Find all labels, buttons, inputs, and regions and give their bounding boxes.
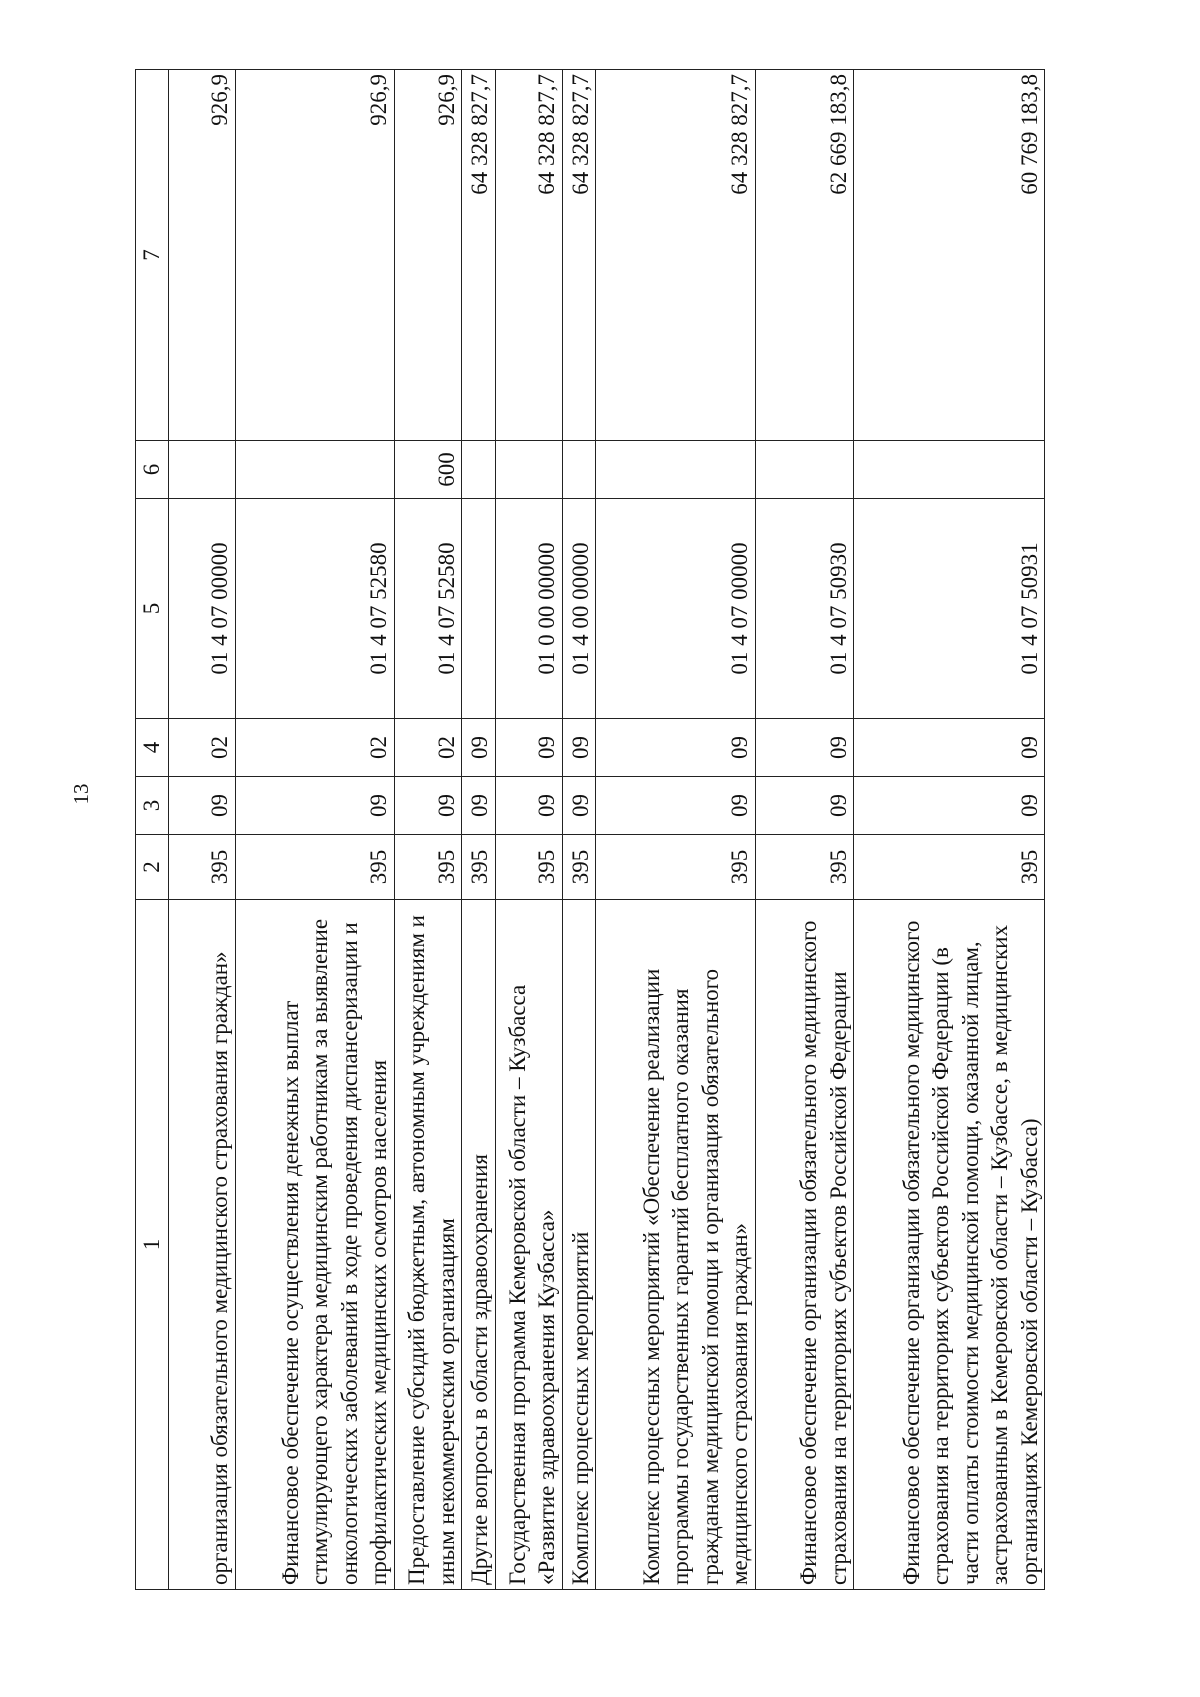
cell-admin-code: 395 [854,835,1045,900]
table-row [562,70,596,1590]
cell-admin-code: 395 [394,835,461,900]
cell-section: 09 [755,777,854,835]
cell-admin-code: 395 [235,835,394,900]
cell-admin-code: 395 [755,835,854,900]
cell-expense-type: 600 [394,441,461,499]
cell-target-article: 01 4 00 00000 [562,499,596,719]
cell-expense-type [495,441,562,499]
budget-table [135,69,1045,1590]
cell-subsection: 09 [562,719,596,777]
cell-target-article: 01 4 07 00000 [596,499,755,719]
cell-target-article: 01 4 07 52580 [235,499,394,719]
cell-admin-code: 395 [168,835,235,900]
cell-section: 09 [235,777,394,835]
column-header: 5 [136,499,169,719]
cell-expense-type [235,441,394,499]
row-name: Предоставление субсидий бюджетным, автономным учреждениям и иным некоммерческим организациям [394,900,461,1590]
row-name: Комплекс процессных мероприятий [562,900,596,1590]
cell-section: 09 [462,777,496,835]
cell-amount: 64 328 827,7 [596,70,755,441]
row-name: Финансовое обеспечение организации обязательного медицинского страхования на территориях субъектов Российской Федерации (в части оплаты стоимости медицинской помощи, оказанной лицам, застрахованным в Кемеровской области – Кузбассе, в медицинских организациях Кемеровской области – Кузбасса) [854,900,1045,1590]
column-header: 3 [136,777,169,835]
table-row [854,70,1045,1590]
cell-admin-code: 395 [495,835,562,900]
cell-expense-type [596,441,755,499]
cell-amount: 64 328 827,7 [562,70,596,441]
cell-target-article: 01 4 07 50930 [755,499,854,719]
column-header: 6 [136,441,169,499]
cell-subsection: 09 [596,719,755,777]
cell-admin-code: 395 [462,835,496,900]
table-row [235,70,394,1590]
cell-expense-type [854,441,1045,499]
cell-admin-code: 395 [596,835,755,900]
cell-target-article: 01 4 07 52580 [394,499,461,719]
cell-subsection: 09 [755,719,854,777]
cell-subsection: 02 [235,719,394,777]
row-name: Другие вопросы в области здравоохранения [462,900,496,1590]
table-row [394,70,461,1590]
cell-section: 09 [596,777,755,835]
cell-target-article: 01 0 00 00000 [495,499,562,719]
row-name: Финансовое обеспечение организации обязательного медицинского страхования на территориях субъектов Российской Федерации [755,900,854,1590]
cell-amount: 926,9 [168,70,235,441]
row-name: Государственная программа Кемеровской области – Кузбасса «Развитие здравоохранения Кузбасса» [495,900,562,1590]
cell-expense-type [562,441,596,499]
cell-admin-code: 395 [562,835,596,900]
cell-section: 09 [168,777,235,835]
cell-expense-type [168,441,235,499]
cell-section: 09 [854,777,1045,835]
cell-amount: 926,9 [394,70,461,441]
page-number: 13 [69,783,93,805]
cell-expense-type [462,441,496,499]
table-row [495,70,562,1590]
cell-amount: 926,9 [235,70,394,441]
cell-subsection: 09 [495,719,562,777]
budget-table-rotated [135,70,1045,1590]
cell-section: 09 [562,777,596,835]
cell-expense-type [755,441,854,499]
table-header-row [136,70,169,1590]
cell-subsection: 09 [854,719,1045,777]
column-header: 7 [136,70,169,441]
cell-amount: 62 669 183,8 [755,70,854,441]
cell-amount: 64 328 827,7 [462,70,496,441]
cell-section: 09 [495,777,562,835]
column-header: 1 [136,900,169,1590]
table-row [462,70,496,1590]
cell-section: 09 [394,777,461,835]
cell-amount: 64 328 827,7 [495,70,562,441]
cell-target-article: 01 4 07 00000 [168,499,235,719]
column-header: 2 [136,835,169,900]
row-name: Финансовое обеспечение осуществления денежных выплат стимулирующего характера медицинским работникам за выявление онкологических заболеваний в ходе проведения диспансеризации и профилактических медицинских осмотров населения [235,900,394,1590]
cell-subsection: 09 [462,719,496,777]
table-row [168,70,235,1590]
cell-target-article [462,499,496,719]
table-row [755,70,854,1590]
row-name: Комплекс процессных мероприятий «Обеспечение реализации программы государственных гарантий бесплатного оказания гражданам медицинской помощи и организация обязательного медицинского страхования граждан» [596,900,755,1590]
table-row [596,70,755,1590]
cell-amount: 60 769 183,8 [854,70,1045,441]
cell-subsection: 02 [394,719,461,777]
row-name: организация обязательного медицинского страхования граждан» [168,900,235,1590]
cell-subsection: 02 [168,719,235,777]
column-header: 4 [136,719,169,777]
cell-target-article: 01 4 07 50931 [854,499,1045,719]
